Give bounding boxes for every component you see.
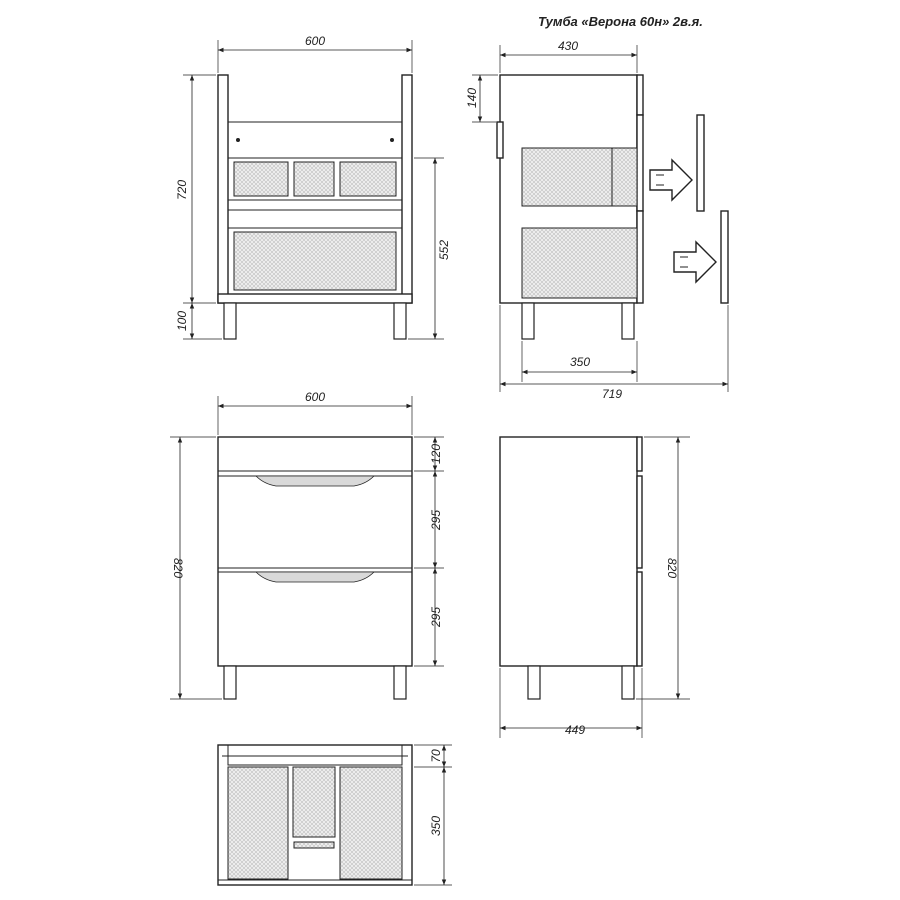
dim-depth-449: 449 [564, 723, 586, 737]
diagram-title: Тумба «Верона 60н» 2в.я. [538, 14, 703, 29]
side-open-view [465, 39, 728, 401]
dim-leg-100: 100 [175, 310, 189, 332]
side-view [500, 437, 690, 738]
dim-depth-430: 430 [557, 39, 579, 53]
front-view [170, 390, 444, 699]
dim-top-120: 120 [429, 443, 443, 465]
dim-height-720: 720 [175, 179, 189, 201]
dim-inner-depth-350: 350 [569, 355, 591, 369]
dim-width-600: 600 [304, 34, 326, 48]
dim-total-depth-719: 719 [601, 387, 623, 401]
dim-drawer-1-295: 295 [429, 509, 443, 531]
dim-top-140: 140 [465, 87, 479, 109]
dim-drawer-2-295: 295 [429, 606, 443, 628]
dim-top-depth-350: 350 [429, 815, 443, 837]
dim-height-820: 820 [171, 557, 185, 579]
dim-inner-552: 552 [437, 239, 451, 261]
dim-width-600-b: 600 [304, 390, 326, 404]
front-open-view [175, 34, 451, 339]
dim-back-70: 70 [429, 749, 443, 763]
dim-height-820-b: 820 [665, 557, 679, 579]
top-view [218, 745, 452, 885]
